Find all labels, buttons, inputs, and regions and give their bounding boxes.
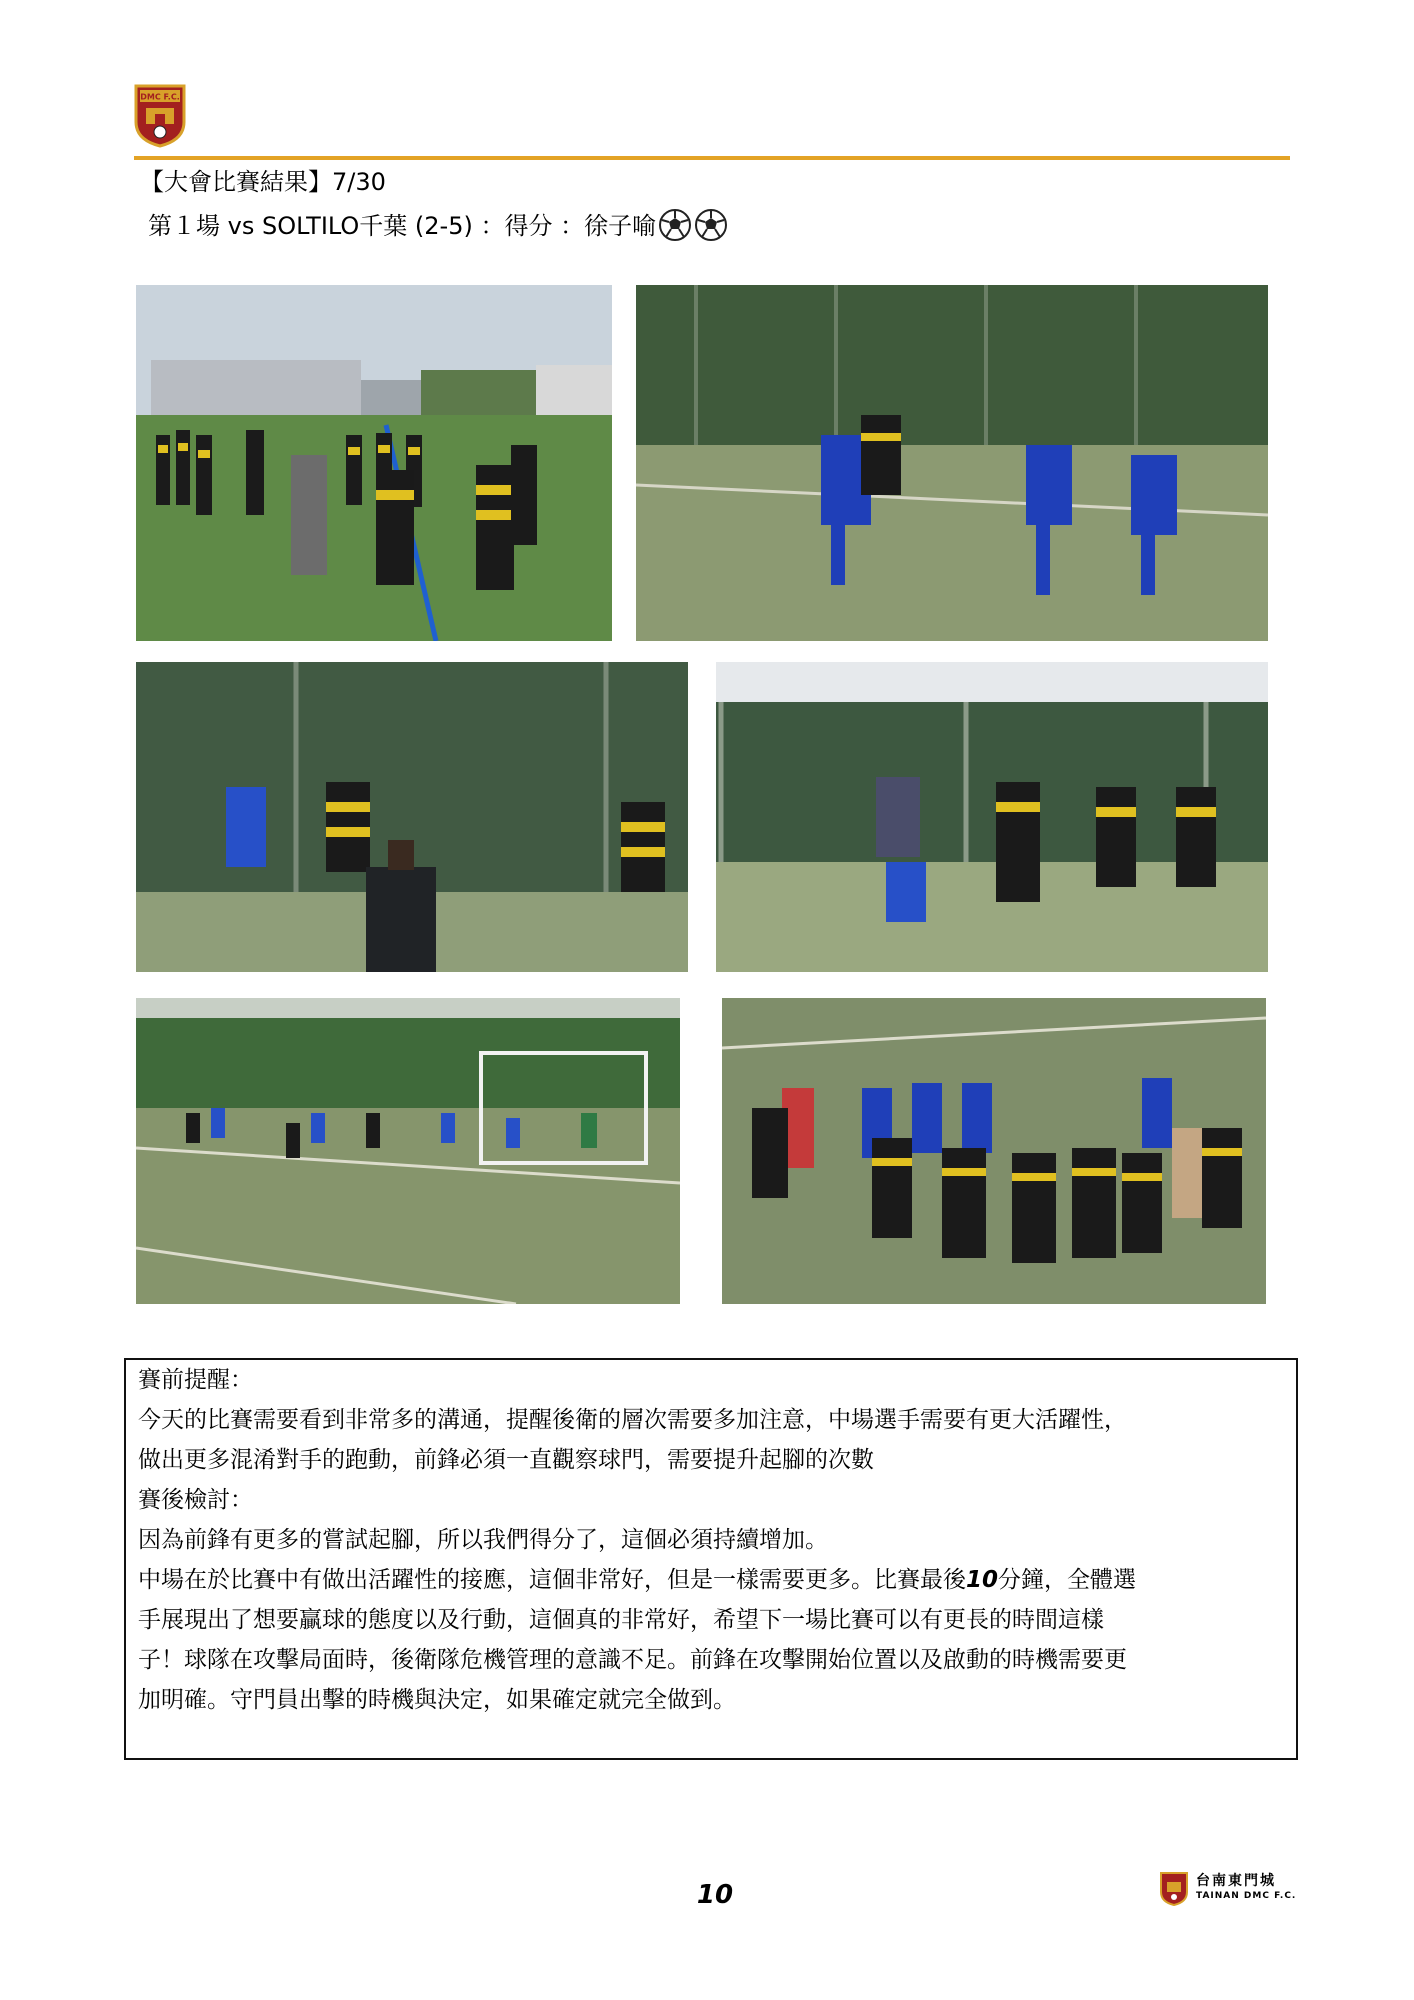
photo-post-match-teams (722, 998, 1266, 1304)
photo-duel-referee (136, 662, 688, 972)
photo-attack-blue (636, 285, 1268, 641)
post-match-text: 中場在於比賽中有做出活躍性的接應，這個非常好，但是一樣需要更多。比賽最後 (138, 1567, 966, 1593)
pre-match-line: 做出更多混淆對手的跑動，前鋒必須一直觀察球門，需要提升起腳的次數 (138, 1447, 874, 1473)
dmc-crest-icon (1160, 1872, 1188, 1906)
post-match-text: 分鐘，全體選 (998, 1567, 1137, 1593)
match-result-text: 第１場 vs SOLTILO千葉 (2-5) ：得分 ：徐子喻 (148, 212, 657, 240)
club-name-zh: 台南東門城 (1196, 1873, 1276, 1889)
pre-match-heading: 賽前提醒： (138, 1367, 253, 1393)
post-match-heading: 賽後檢討： (138, 1487, 253, 1513)
soccer-ball-icon (694, 208, 728, 242)
footer-club-name (1196, 1872, 1296, 1902)
post-match-line: 因為前鋒有更多的嘗試起腳，所以我們得分了，這個必須持續增加。 (138, 1527, 828, 1553)
club-name-en: TAINAN DMC F.C. (1196, 1891, 1297, 1901)
photo-goalkeeper-celebrate (716, 662, 1268, 972)
match-result-line (148, 208, 728, 244)
match-notes-box (124, 1358, 1298, 1760)
minutes-value: 10 (966, 1567, 999, 1593)
soccer-ball-icon (658, 208, 692, 242)
post-match-line: 加明確。守門員出擊的時機與決定，如果確定就完全做到。 (138, 1687, 736, 1713)
page-title: 【大會比賽結果】7/30 (140, 168, 386, 196)
post-match-line: 子！球隊在攻擊局面時，後衛隊危機管理的意識不足。前鋒在攻擊開始位置以及啟動的時機需要更 (138, 1647, 1127, 1673)
crest-text: DMC F.C. (140, 92, 180, 102)
post-match-line: 手展現出了想要贏球的態度以及行動，這個真的非常好，希望下一場比賽可以有更長的時間這樣 (138, 1607, 1104, 1633)
photo-wide-field (136, 998, 680, 1304)
page-number: 10 (696, 1880, 734, 1910)
post-match-line (138, 1560, 1136, 1600)
photo-team-huddle (136, 285, 612, 641)
header-rule (134, 156, 1290, 160)
pre-match-line: 今天的比賽需要看到非常多的溝通，提醒後衛的層次需要多加注意，中場選手需要有更大活躍性， (138, 1407, 1127, 1433)
dmc-crest-icon (134, 84, 186, 148)
